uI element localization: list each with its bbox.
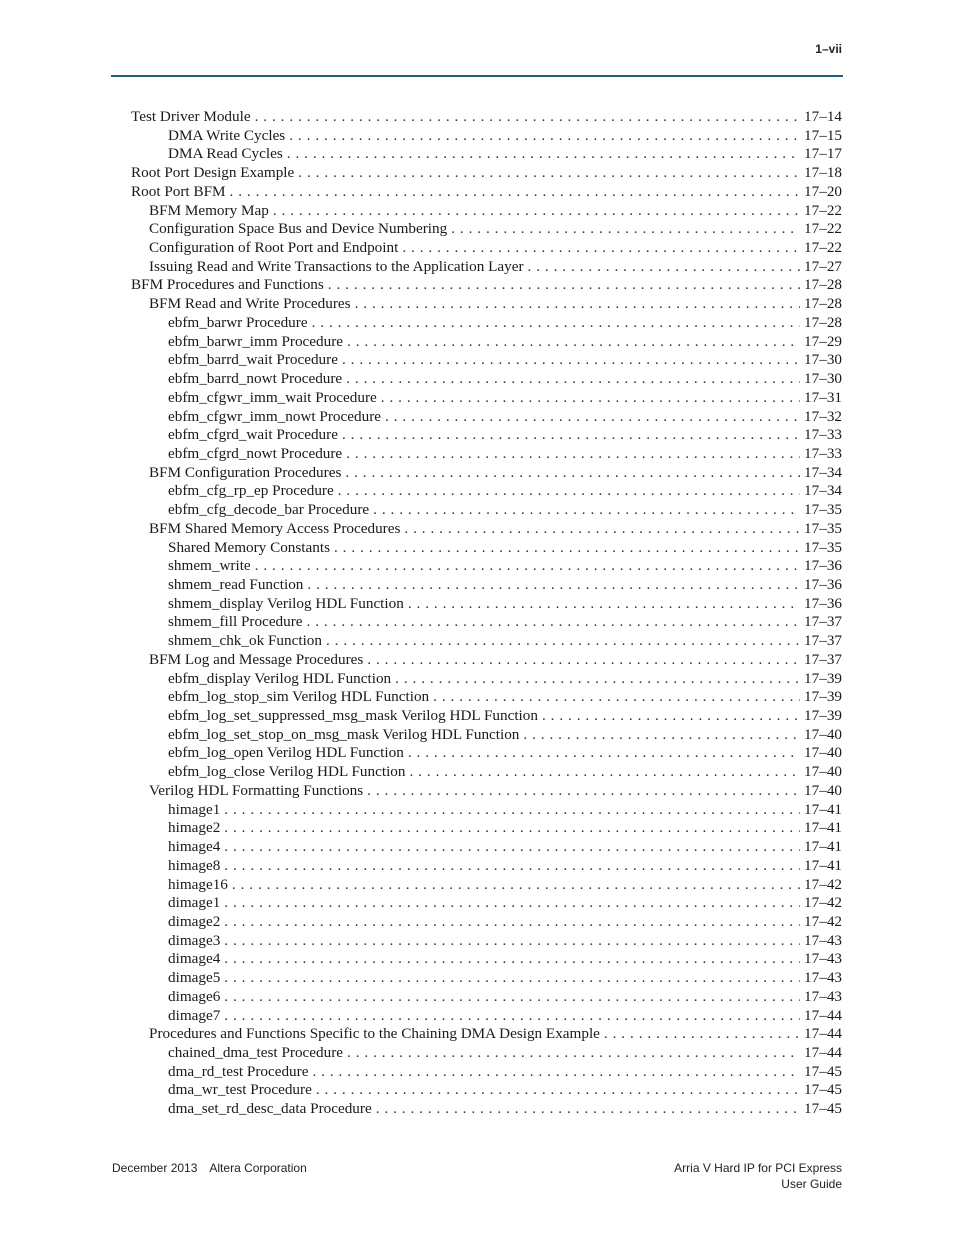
toc-entry-title: Root Port BFM — [131, 182, 226, 200]
toc-dot-leader — [385, 407, 800, 426]
toc-entry[interactable] — [168, 126, 842, 145]
toc-entry[interactable] — [168, 350, 842, 369]
toc-entry-page: 17–17 — [804, 145, 842, 163]
toc-dot-leader — [334, 538, 800, 557]
toc-entry[interactable] — [168, 893, 842, 912]
toc-entry[interactable] — [168, 1062, 842, 1081]
toc-entry[interactable] — [149, 201, 842, 220]
toc-entry[interactable] — [168, 725, 842, 744]
toc-dot-leader — [376, 1099, 800, 1118]
toc-dot-leader — [346, 444, 800, 463]
toc-entry[interactable] — [168, 912, 842, 931]
toc-entry-title: himage8 — [168, 856, 221, 874]
toc-entry-title: chained_dma_test Procedure — [168, 1044, 344, 1061]
toc-dot-leader — [255, 556, 800, 575]
toc-entry-page: 17–45 — [804, 1100, 842, 1118]
toc-entry-page: 17–42 — [804, 894, 842, 912]
toc-entry-page: 17–39 — [804, 707, 842, 725]
toc-entry[interactable] — [149, 294, 842, 313]
toc-entry[interactable] — [131, 182, 842, 201]
toc-entry[interactable] — [131, 275, 842, 294]
toc-entry-page: 17–14 — [804, 108, 842, 125]
header-rule — [111, 75, 843, 77]
toc-entry-page: 17–37 — [804, 650, 842, 668]
toc-entry-page: 17–43 — [804, 969, 842, 987]
toc-entry-page: 17–36 — [804, 557, 842, 575]
toc-entry-page: 17–30 — [804, 351, 842, 369]
toc-entry-title: shmem_chk_ok Function — [168, 632, 322, 650]
toc-entry-page: 17–36 — [804, 594, 842, 612]
toc-entry-title: Configuration Space Bus and Device Numbering — [149, 220, 448, 238]
toc-entry[interactable] — [168, 669, 842, 688]
toc-entry-title: ebfm_cfg_decode_bar Procedure — [168, 501, 370, 519]
toc-entry-title: Configuration of Root Port and Endpoint — [149, 239, 399, 257]
toc-entry-title: dma_set_rd_desc_data Procedure — [168, 1100, 372, 1118]
toc-entry[interactable] — [168, 800, 842, 819]
toc-dot-leader — [224, 818, 800, 837]
toc-entry[interactable] — [168, 687, 842, 706]
toc-entry[interactable] — [149, 219, 842, 238]
toc-entry-title: BFM Read and Write Procedures — [149, 295, 351, 313]
toc-entry-page: 17–35 — [804, 519, 842, 537]
toc-entry-title: shmem_read Function — [168, 576, 304, 593]
toc-dot-leader — [409, 762, 800, 781]
toc-entry-title: Procedures and Functions Specific to the Chaining DMA Design Example — [149, 1025, 600, 1043]
toc-entry-title: ebfm_log_set_stop_on_msg_mask Verilog HDL Function — [168, 725, 520, 743]
toc-entry-page: 17–22 — [804, 220, 842, 238]
toc-dot-leader — [224, 949, 800, 968]
toc-entry-title: shmem_fill Procedure — [168, 613, 303, 631]
toc-entry[interactable] — [168, 407, 842, 426]
toc-entry[interactable] — [168, 388, 842, 407]
toc-entry-page: 17–39 — [804, 669, 842, 687]
footer-doc-title: Arria V Hard IP for PCI Express — [674, 1161, 842, 1175]
toc-entry-page: 17–28 — [804, 295, 842, 313]
toc-dot-leader — [230, 182, 801, 201]
toc-dot-leader — [408, 594, 800, 613]
toc-entry-title: shmem_write — [168, 557, 251, 575]
toc-entry[interactable] — [168, 144, 842, 163]
toc-entry-title: ebfm_cfgwr_imm_wait Procedure — [168, 388, 377, 406]
toc-dot-leader — [298, 163, 800, 182]
toc-entry[interactable] — [131, 163, 842, 182]
toc-dot-leader — [542, 706, 800, 725]
toc-entry[interactable] — [168, 500, 842, 519]
toc-entry-title: ebfm_cfgrd_nowt Procedure — [168, 444, 343, 462]
toc-entry-title: ebfm_log_set_suppressed_msg_mask Verilog HDL Function — [168, 707, 538, 725]
toc-dot-leader — [433, 687, 800, 706]
toc-entry[interactable] — [168, 949, 842, 968]
toc-entry-title: Verilog HDL Formatting Functions — [149, 781, 364, 799]
footer-company: Altera Corporation — [209, 1161, 307, 1175]
toc-entry-page: 17–36 — [804, 576, 842, 593]
toc-dot-leader — [224, 987, 800, 1006]
toc-dot-leader — [312, 313, 800, 332]
toc-entry-page: 17–29 — [804, 332, 842, 350]
toc-entry[interactable] — [168, 931, 842, 950]
toc-dot-leader — [328, 275, 800, 294]
toc-entry[interactable] — [149, 650, 842, 669]
toc-entry-page: 17–34 — [804, 482, 842, 500]
toc-entry-title: dma_rd_test Procedure — [168, 1062, 309, 1080]
toc-entry-title: ebfm_log_open Verilog HDL Function — [168, 744, 404, 762]
toc-entry-page: 17–45 — [804, 1062, 842, 1080]
toc-entry[interactable] — [168, 313, 842, 332]
toc-entry[interactable] — [168, 575, 842, 594]
toc-dot-leader — [287, 144, 800, 163]
toc-entry-title: BFM Procedures and Functions — [131, 276, 324, 294]
toc-entry-page: 17–34 — [804, 463, 842, 481]
toc-entry-page: 17–43 — [804, 931, 842, 949]
toc-entry[interactable] — [149, 238, 842, 257]
toc-entry-page: 17–30 — [804, 370, 842, 388]
toc-entry-page: 17–43 — [804, 987, 842, 1005]
toc-entry-page: 17–40 — [804, 763, 842, 781]
toc-entry-title: himage4 — [168, 838, 221, 856]
toc-entry-title: BFM Shared Memory Access Procedures — [149, 519, 401, 537]
toc-entry-title: dimage3 — [168, 931, 221, 949]
toc-entry-page: 17–37 — [804, 613, 842, 631]
footer-doc-subtitle: User Guide — [781, 1177, 842, 1191]
toc-entry-title: dimage2 — [168, 912, 221, 930]
toc-dot-leader — [232, 875, 800, 894]
toc-entry-page: 17–41 — [804, 800, 842, 818]
toc-entry[interactable] — [168, 743, 842, 762]
toc-entry-title: ebfm_barwr Procedure — [168, 313, 308, 331]
toc-entry-title: ebfm_barrd_nowt Procedure — [168, 370, 343, 388]
toc-entry-page: 17–41 — [804, 856, 842, 874]
toc-entry-title: ebfm_barwr_imm Procedure — [168, 332, 344, 350]
toc-entry[interactable] — [168, 856, 842, 875]
toc-entry[interactable] — [168, 631, 842, 650]
toc-entry-title: dimage5 — [168, 969, 221, 987]
toc-entry-page: 17–22 — [804, 201, 842, 219]
toc-entry-page: 17–33 — [804, 426, 842, 444]
toc-entry[interactable] — [149, 781, 842, 800]
toc-dot-leader — [402, 238, 800, 257]
toc-entry[interactable] — [168, 425, 842, 444]
toc-entry[interactable] — [168, 481, 842, 500]
toc-entry-title: ebfm_barrd_wait Procedure — [168, 351, 338, 369]
toc-entry-page: 17–40 — [804, 744, 842, 762]
toc-entry-title: Test Driver Module — [131, 108, 251, 125]
toc-dot-leader — [347, 1043, 800, 1062]
toc-dot-leader — [273, 201, 800, 220]
toc-entry-page: 17–40 — [804, 725, 842, 743]
toc-dot-leader — [224, 931, 800, 950]
toc-dot-leader — [408, 743, 800, 762]
toc-entry[interactable] — [168, 706, 842, 725]
toc-dot-leader — [355, 294, 800, 313]
toc-dot-leader — [367, 781, 800, 800]
toc-entry[interactable] — [149, 519, 842, 538]
toc-entry-title: ebfm_cfg_rp_ep Procedure — [168, 482, 334, 500]
toc-entry-title: shmem_display Verilog HDL Function — [168, 594, 404, 612]
toc-dot-leader — [528, 257, 801, 276]
toc-entry[interactable] — [168, 556, 842, 575]
toc-dot-leader — [224, 800, 800, 819]
toc-entry-page: 17–44 — [804, 1025, 842, 1043]
toc-entry[interactable] — [131, 107, 842, 126]
toc-entry-title: ebfm_display Verilog HDL Function — [168, 669, 392, 687]
toc-dot-leader — [312, 1062, 800, 1081]
toc-entry[interactable] — [168, 837, 842, 856]
toc-entry[interactable] — [168, 369, 842, 388]
toc-entry-page: 17–18 — [804, 164, 842, 182]
toc-dot-leader — [307, 575, 800, 594]
toc-dot-leader — [342, 425, 800, 444]
toc-entry[interactable] — [168, 538, 842, 557]
toc-dot-leader — [224, 968, 800, 987]
toc-entry-page: 17–40 — [804, 781, 842, 799]
toc-entry-page: 17–39 — [804, 688, 842, 706]
toc-entry-page: 17–15 — [804, 126, 842, 144]
toc-entry-title: Root Port Design Example — [131, 164, 295, 182]
toc-entry[interactable] — [149, 463, 842, 482]
toc-entry-page: 17–41 — [804, 819, 842, 837]
toc-dot-leader — [381, 388, 800, 407]
toc-dot-leader — [224, 912, 800, 931]
toc-entry-title: ebfm_log_close Verilog HDL Function — [168, 763, 406, 781]
toc-entry-page: 17–42 — [804, 912, 842, 930]
toc-dot-leader — [289, 126, 800, 145]
toc-entry-title: dimage4 — [168, 950, 221, 968]
toc-entry-title: ebfm_log_stop_sim Verilog HDL Function — [168, 688, 430, 706]
toc-dot-leader — [338, 481, 800, 500]
toc-entry-title: BFM Log and Message Procedures — [149, 650, 364, 668]
toc-entry-title: Shared Memory Constants — [168, 538, 330, 556]
toc-dot-leader — [346, 369, 800, 388]
toc-entry-page: 17–28 — [804, 276, 842, 294]
toc-dot-leader — [307, 612, 800, 631]
toc-dot-leader — [523, 725, 800, 744]
toc-entry-title: BFM Memory Map — [149, 201, 269, 219]
toc-entry-page: 17–44 — [804, 1006, 842, 1024]
toc-entry-page: 17–35 — [804, 538, 842, 556]
footer-date: December 2013 — [112, 1161, 198, 1175]
toc-entry-page: 17–43 — [804, 950, 842, 968]
toc-entry[interactable] — [168, 1080, 842, 1099]
toc-entry-title: dimage1 — [168, 894, 221, 912]
toc-entry-title: dimage7 — [168, 1006, 221, 1024]
toc-entry[interactable] — [168, 818, 842, 837]
toc-entry[interactable] — [168, 875, 842, 894]
toc-entry-title: himage2 — [168, 819, 221, 837]
toc-dot-leader — [367, 650, 800, 669]
toc-entry[interactable] — [168, 968, 842, 987]
toc-dot-leader — [451, 219, 800, 238]
toc-entry-title: himage1 — [168, 800, 221, 818]
toc-dot-leader — [224, 893, 800, 912]
toc-dot-leader — [316, 1080, 800, 1099]
toc-entry-page: 17–42 — [804, 875, 842, 893]
toc-entry-title: ebfm_cfgwr_imm_nowt Procedure — [168, 407, 381, 425]
page-number: 1–vii — [815, 42, 842, 56]
toc-entry-title: himage16 — [168, 875, 228, 893]
toc-dot-leader — [347, 332, 800, 351]
toc-entry-page: 17–44 — [804, 1044, 842, 1061]
toc-dot-leader — [373, 500, 800, 519]
toc-entry-title: BFM Configuration Procedures — [149, 463, 342, 481]
toc-dot-leader — [224, 837, 800, 856]
footer-left — [112, 1160, 307, 1176]
toc-entry-page: 17–20 — [804, 182, 842, 200]
toc-entry-title: dma_wr_test Procedure — [168, 1081, 312, 1099]
toc-entry[interactable] — [168, 612, 842, 631]
toc-entry-page: 17–27 — [804, 257, 842, 275]
toc-dot-leader — [404, 519, 800, 538]
toc-entry-title: dimage6 — [168, 987, 221, 1005]
toc-dot-leader — [255, 107, 800, 126]
toc-entry[interactable] — [168, 987, 842, 1006]
toc-entry[interactable] — [168, 762, 842, 781]
toc-entry[interactable] — [168, 332, 842, 351]
toc-entry-title: DMA Write Cycles — [168, 126, 286, 144]
toc-entry-page: 17–33 — [804, 444, 842, 462]
toc-entry-page: 17–22 — [804, 239, 842, 257]
toc-entry-page: 17–32 — [804, 407, 842, 425]
toc-entry[interactable] — [168, 1006, 842, 1025]
toc-dot-leader — [224, 856, 800, 875]
toc-dot-leader — [326, 631, 800, 650]
toc-entry-title: ebfm_cfgrd_wait Procedure — [168, 426, 338, 444]
toc-entry-page: 17–45 — [804, 1081, 842, 1099]
toc-dot-leader — [342, 350, 800, 369]
toc-dot-leader — [604, 1024, 800, 1043]
toc-dot-leader — [395, 669, 800, 688]
toc-entry[interactable] — [168, 594, 842, 613]
toc-entry[interactable] — [168, 444, 842, 463]
toc-entry[interactable] — [168, 1043, 842, 1062]
toc-entry-page: 17–41 — [804, 838, 842, 856]
toc-entry-title: DMA Read Cycles — [168, 145, 283, 163]
toc-dot-leader — [224, 1006, 800, 1025]
footer-right — [674, 1160, 842, 1192]
toc-dot-leader — [345, 463, 800, 482]
toc-entry-title: Issuing Read and Write Transactions to the Application Layer — [149, 257, 524, 275]
toc-entry-page: 17–37 — [804, 632, 842, 650]
toc-entry-page: 17–35 — [804, 501, 842, 519]
toc-entry[interactable] — [149, 1024, 842, 1043]
toc-entry[interactable] — [168, 1099, 842, 1118]
toc-entry[interactable] — [149, 257, 842, 276]
toc-entry-page: 17–28 — [804, 313, 842, 331]
toc-entry-page: 17–31 — [804, 388, 842, 406]
